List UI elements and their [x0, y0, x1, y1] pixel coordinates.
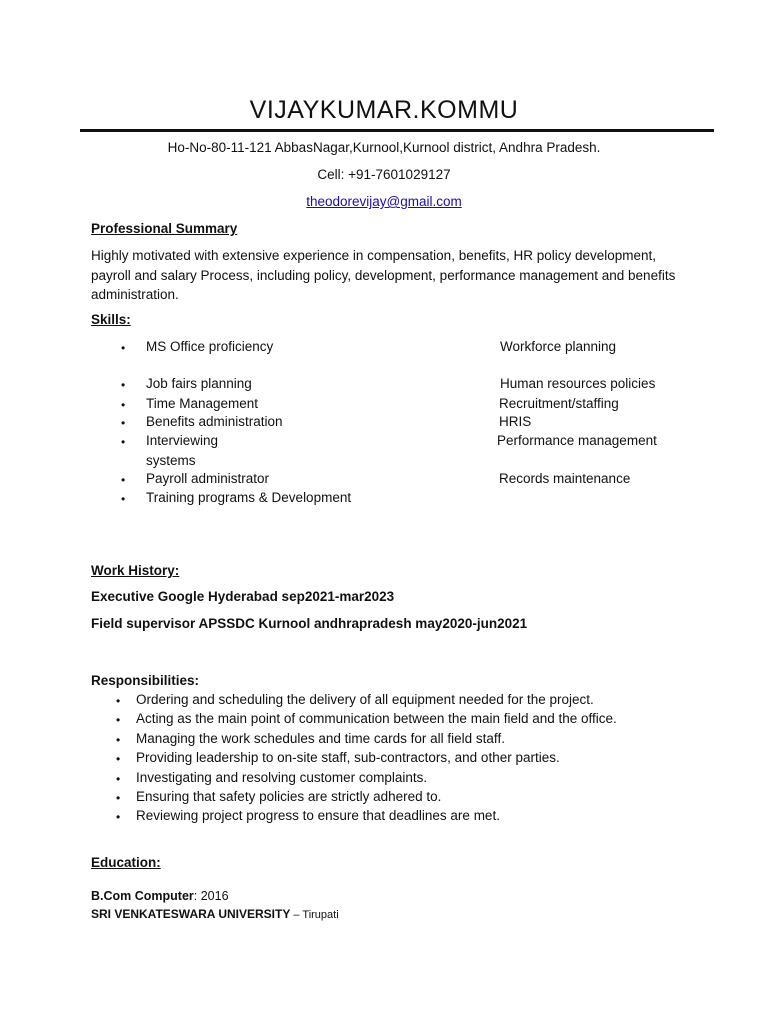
summary-text: Highly motivated with extensive experience in compensation, benefits, HR policy development, payroll and salary Process, including policy, development, performance management and benefits administration. — [91, 248, 676, 302]
skill-right-item: Performance management — [497, 433, 657, 448]
bullet-icon: • — [116, 752, 121, 766]
bullet-icon: • — [121, 435, 126, 449]
responsibility-item: Acting as the main point of communication between the main field and the office. — [136, 711, 617, 726]
bullet-icon: • — [121, 378, 126, 392]
university-location: – Tirupati — [290, 909, 339, 921]
cell-phone: Cell: +91-7601029127 — [317, 167, 451, 182]
skill-left-continuation: systems — [146, 453, 196, 468]
university-name: SRI VENKATESWARA UNIVERSITY — [91, 907, 291, 921]
responsibility-item: Reviewing project progress to ensure that deadlines are met. — [136, 808, 500, 823]
university-line — [91, 907, 339, 921]
responsibility-item: Ordering and scheduling the delivery of all equipment needed for the project. — [136, 692, 594, 707]
responsibility-item: Managing the work schedules and time cards for all field staff. — [136, 731, 505, 746]
address: Ho-No-80-11-121 AbbasNagar,Kurnool,Kurnool district, Andhra Pradesh. — [167, 140, 601, 155]
skill-left-item: Payroll administrator — [146, 471, 270, 486]
education-heading: Education: — [91, 855, 161, 870]
skill-right-item: Records maintenance — [499, 471, 631, 486]
skill-left-item: Interviewing — [146, 433, 219, 448]
skill-right-item: HRIS — [499, 414, 532, 429]
bullet-icon: • — [121, 398, 126, 412]
degree-label: B.Com Computer — [91, 889, 194, 903]
skill-left-item: MS Office proficiency — [146, 339, 274, 354]
responsibility-item: Ensuring that safety policies are strictly adhered to. — [136, 789, 442, 804]
skill-right-item: Recruitment/staffing — [499, 396, 619, 411]
candidate-name: VIJAYKUMAR.KOMMU — [249, 96, 519, 124]
bullet-icon: • — [121, 473, 126, 487]
summary-heading: Professional Summary — [91, 221, 238, 236]
responsibility-item: Investigating and resolving customer complaints. — [136, 770, 428, 785]
work-history-heading: Work History: — [91, 563, 180, 578]
degree-line — [91, 889, 229, 903]
job-entry: Field supervisor APSSDC Kurnool andhrapradesh may2020-jun2021 — [91, 616, 528, 631]
skills-heading: Skills: — [91, 312, 131, 327]
bullet-icon: • — [116, 772, 121, 786]
bullet-icon: • — [116, 713, 121, 727]
bullet-icon: • — [116, 733, 121, 747]
skill-left-item: Benefits administration — [146, 414, 283, 429]
responsibilities-heading: Responsibilities: — [91, 673, 200, 688]
bullet-icon: • — [116, 694, 121, 708]
bullet-icon: • — [121, 341, 126, 355]
email-line — [0, 194, 768, 209]
bullet-icon: • — [121, 416, 126, 430]
skill-left-item: Job fairs planning — [146, 376, 252, 391]
email-link[interactable]: theodorevijay@gmail.com — [306, 194, 462, 209]
header-divider — [80, 129, 714, 132]
skill-right-item: Human resources policies — [500, 376, 656, 391]
degree-year: : 2016 — [193, 889, 229, 903]
responsibility-item: Providing leadership to on-site staff, sub-contractors, and other parties. — [136, 750, 560, 765]
bullet-icon: • — [116, 810, 121, 824]
bullet-icon: • — [121, 492, 126, 506]
skill-right-item: Workforce planning — [500, 339, 617, 354]
skill-left-item: Training programs & Development — [146, 490, 352, 505]
bullet-icon: • — [116, 791, 121, 805]
job-entry: Executive Google Hyderabad sep2021-mar2023 — [91, 589, 395, 604]
skill-left-item: Time Management — [146, 396, 259, 411]
